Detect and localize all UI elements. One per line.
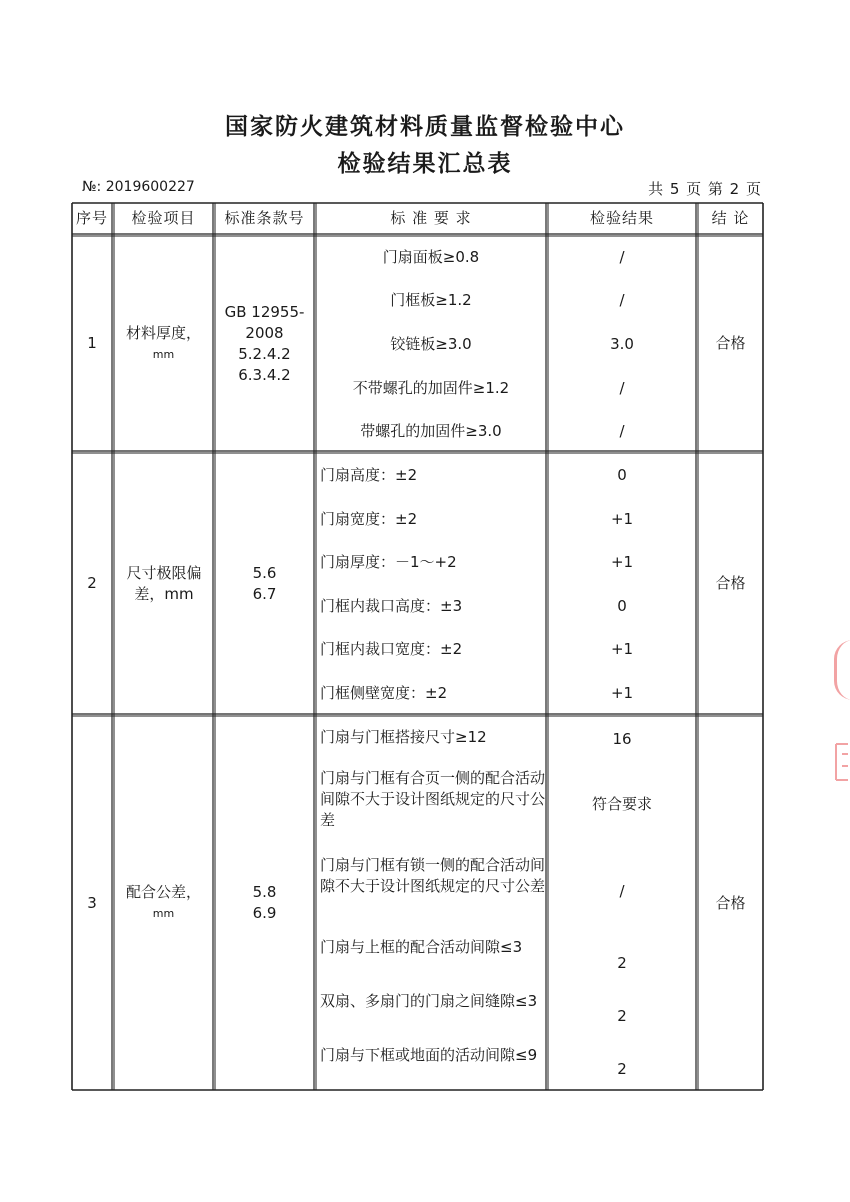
group-3-clause-line: 6.9 bbox=[252, 904, 277, 922]
requirement-text: 门框内裁口宽度：±2 bbox=[320, 639, 463, 658]
group-3-clause-line: 5.8 bbox=[252, 883, 277, 901]
result-value: / bbox=[619, 378, 625, 397]
header-conclusion: 结 论 bbox=[711, 209, 750, 227]
result-value: / bbox=[619, 421, 625, 440]
requirement-text: 不带螺孔的加固件≥1.2 bbox=[352, 378, 510, 397]
result-value: / bbox=[619, 247, 625, 266]
requirement-text: 门扇与门框有合页一侧的配合活动间隙不大于设计图纸规定的尺寸公差 bbox=[320, 769, 546, 829]
group-1-conclusion: 合格 bbox=[715, 334, 746, 352]
seal-stamp-fragment bbox=[832, 740, 850, 800]
requirement-text: 门扇与门框搭接尺寸≥12 bbox=[320, 727, 487, 746]
header-item: 检验项目 bbox=[131, 209, 196, 227]
group-2-clause bbox=[215, 453, 314, 714]
result-value: 符合要求 bbox=[591, 794, 652, 813]
requirement-text: 门框内裁口高度：±3 bbox=[320, 596, 463, 615]
result-value: / bbox=[619, 881, 625, 900]
header-requirement: 标 准 要 求 bbox=[390, 209, 472, 227]
requirement-text: 门扇与下框或地面的活动间隙≤9 bbox=[320, 1046, 538, 1064]
requirement-text: 铰链板≥3.0 bbox=[390, 334, 472, 353]
page-number: 共 5 页 第 2 页 bbox=[648, 180, 762, 198]
group-3-clause bbox=[215, 716, 314, 1090]
group-3-item-label: 配合公差， bbox=[125, 883, 201, 901]
requirement-text: 门框板≥1.2 bbox=[390, 290, 472, 309]
result-value: 0 bbox=[617, 596, 627, 615]
group-1-clause-line: 6.3.4.2 bbox=[238, 366, 291, 384]
report-number: №: 2019600227 bbox=[82, 179, 195, 195]
result-value: 2 bbox=[617, 1006, 627, 1025]
requirement-text: 门扇与上框的配合活动间隙≤3 bbox=[320, 938, 523, 956]
group-1-clause bbox=[215, 236, 314, 386]
group-1-item-label: 材料厚度， bbox=[125, 323, 201, 342]
header-clause: 标准条款号 bbox=[224, 209, 305, 227]
requirement-text: 带螺孔的加固件≥3.0 bbox=[360, 421, 502, 440]
requirement-text: 门扇宽度：±2 bbox=[320, 509, 418, 528]
group-1-no: 1 bbox=[87, 334, 97, 352]
group-2-item: 尺寸极限偏差，mm bbox=[126, 563, 202, 603]
seal-stamp-fragment bbox=[834, 640, 850, 700]
group-1-clause-line: GB 12955- bbox=[224, 303, 305, 321]
group-1-item bbox=[114, 236, 213, 451]
requirement-text: 门框侧壁宽度：±2 bbox=[320, 683, 448, 702]
result-value: 3.0 bbox=[610, 334, 634, 353]
result-value: +1 bbox=[610, 509, 634, 528]
result-value: +1 bbox=[610, 639, 634, 658]
result-value: +1 bbox=[610, 552, 634, 571]
group-1-item-unit: mm bbox=[152, 347, 175, 361]
group-2-conclusion: 合格 bbox=[715, 574, 746, 592]
group-3-conclusion: 合格 bbox=[715, 893, 746, 912]
group-1-clause-line: 2008 bbox=[245, 324, 284, 342]
result-value: 2 bbox=[617, 953, 627, 972]
group-3-no: 3 bbox=[87, 893, 97, 912]
requirement-text: 门扇厚度：－1～+2 bbox=[320, 552, 457, 571]
requirement-text: 门扇与门框有锁一侧的配合活动间隙不大于设计图纸规定的尺寸公差 bbox=[320, 856, 546, 895]
result-value: 16 bbox=[612, 729, 632, 748]
group-1-clause-line: 5.2.4.2 bbox=[238, 345, 291, 363]
report-subtitle: 检验结果汇总表 bbox=[337, 151, 513, 177]
requirement-text: 门扇高度：±2 bbox=[320, 465, 418, 484]
result-value: / bbox=[619, 290, 625, 309]
result-value: 2 bbox=[617, 1059, 627, 1078]
group-3-item-unit: mm bbox=[152, 907, 175, 920]
requirement-text: 门扇面板≥0.8 bbox=[382, 247, 480, 266]
result-value: 0 bbox=[617, 465, 627, 484]
requirement-text: 双扇、多扇门的门扇之间缝隙≤3 bbox=[320, 992, 538, 1010]
result-value: +1 bbox=[610, 683, 634, 702]
header-no: 序号 bbox=[75, 209, 108, 227]
group-3-item bbox=[114, 716, 213, 1090]
report-title: 国家防火建筑材料质量监督检验中心 bbox=[225, 114, 625, 140]
header-result: 检验结果 bbox=[589, 209, 654, 227]
group-2-clause-line: 5.6 bbox=[252, 563, 277, 582]
group-2-no: 2 bbox=[87, 574, 97, 592]
group-2-clause-line: 6.7 bbox=[252, 584, 277, 603]
